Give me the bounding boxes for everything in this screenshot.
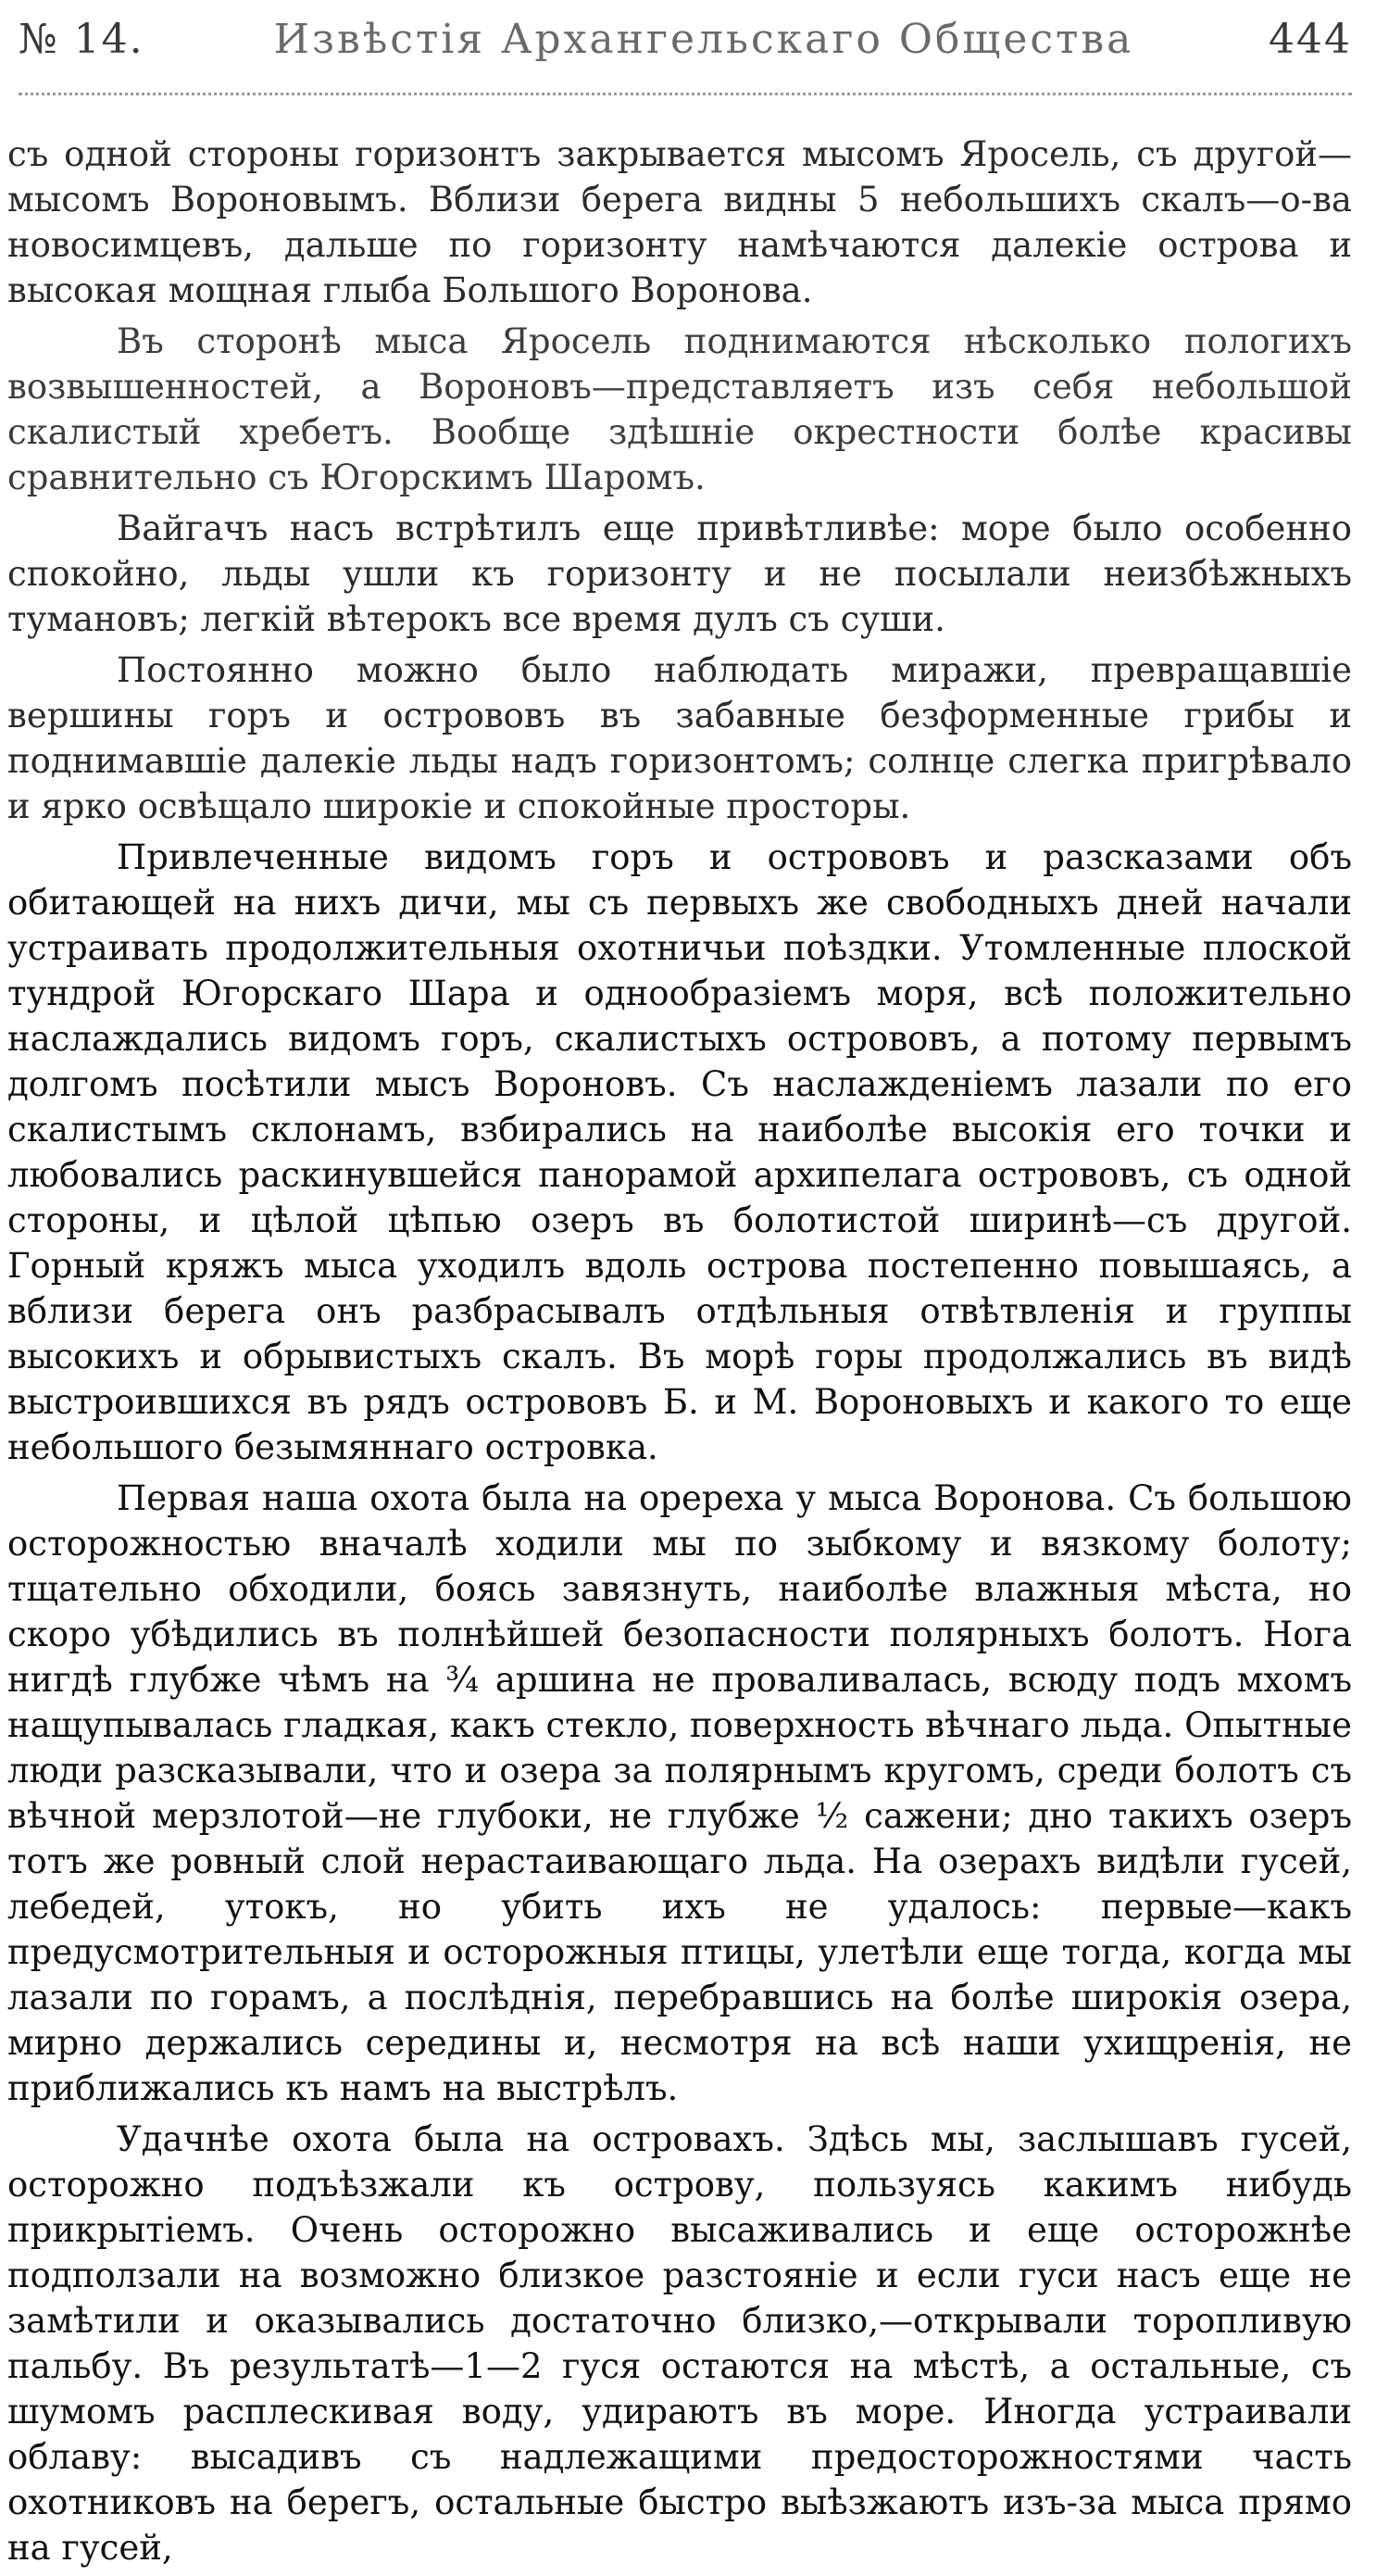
document-page	[7, 0, 1359, 2568]
paragraph: Удачнѣе охота была на островахъ. Здѣсь мы, заслышавъ гусей, осторожно подъѣзжали къ острову, пользуясь какимъ нибудь прикрытіемъ. Очень осторожно высаживались и еще осторожнѣе подползали на возможно близкое разстояніе и если гуси насъ еще не замѣтили и оказывались достаточно близко,—открывали торопливую пальбу. Въ результатѣ—1—2 гуся остаются на мѣстѣ, а остальные, съ шумомъ расплескивая воду, удираютъ въ море. Иногда устраивали облаву: высадивъ съ надлежащими предосторожностями часть охотниковъ на берегъ, остальные быстро выѣзжаютъ изъ-за мыса прямо на гусей,	[7, 2119, 1352, 2568]
paragraph: Вайгачъ насъ встрѣтилъ еще привѣтливѣе: море было особенно спокойно, льды ушли къ горизонту и не посылали неизбѣжныхъ тумановъ; легкій вѣтерокъ все время дулъ съ суши.	[7, 509, 1352, 639]
paragraph: съ одной стороны горизонтъ закрывается мысомъ Яросель, съ другой—мысомъ Вороновымъ. Вблизи берега видны 5 небольшихъ скалъ—о-ва новосимцевъ, дальше по горизонту намѣчаются далекіе острова и высокая мощная глыба Большого Воронова.	[7, 134, 1352, 310]
header-rule	[19, 93, 1352, 95]
journal-title: Извѣстія Архангельскаго Общества	[273, 15, 1134, 63]
paragraph: Постоянно можно было наблюдать миражи, превращавшіе вершины горъ и острововъ въ забавные безформенные грибы и поднимавшіе далекіе льды надъ горизонтомъ; солнце слегка пригрѣвало и ярко освѣщало широкіе и спокойные просторы.	[7, 650, 1352, 826]
running-header	[19, 6, 1352, 72]
page-number: 444	[1269, 15, 1352, 63]
paragraph: Привлеченные видомъ горъ и острововъ и разсказами объ обитающей на нихъ дичи, мы съ первыхъ же свободныхъ дней начали устраивать продолжительныя охотничьи поѣздки. Утомленные плоской тундрой Югорскаго Шара и однообразіемъ моря, всѣ положительно наслаждались видомъ горъ, скалистыхъ острововъ, а потому первымъ долгомъ посѣтили мысъ Вороновъ. Съ наслажденіемъ лазали по его скалистымъ склонамъ, взбирались на наиболѣе высокія его точки и любовались раскинувшейся панорамой архипелага острововъ, съ одной стороны, и цѣлой цѣпью озеръ въ болотистой ширинѣ—съ другой. Горный кряжъ мыса уходилъ вдоль острова постепенно повышаясь, а вблизи берега онъ разбрасывалъ отдѣльныя отвѣтвленія и группы высокихъ и обрывистыхъ скалъ. Въ морѣ горы продолжались въ видѣ выстроившихся въ рядъ острововъ Б. и М. Вороновыхъ и какого то еще небольшого безымяннаго островка.	[7, 837, 1352, 1467]
paragraph: Первая наша охота была на оререха у мыса Воронова. Съ большою осторожностью вначалѣ ходили мы по зыбкому и вязкому болоту; тщательно обходили, боясь завязнуть, наиболѣе влажныя мѣста, но скоро убѣдились въ полнѣйшей безопасности полярныхъ болотъ. Нога нигдѣ глубже чѣмъ на ¾ аршина не проваливалась, всюду подъ мхомъ нащупывалась гладкая, какъ стекло, поверхность вѣчнаго льда. Опытные люди разсказывали, что и озера за полярнымъ кругомъ, среди болотъ съ вѣчной мерзлотой—не глубоки, не глубже ½ сажени; дно такихъ озеръ тотъ же ровный слой нерастаивающаго льда. На озерахъ видѣли гусей, лебедей, утокъ, но убить ихъ не удалось: первые—какъ предусмотрительныя и осторожныя птицы, улетѣли еще тогда, когда мы лазали по горамъ, а послѣднія, перебравшись на болѣе широкія озера, мирно держались середины и, несмотря на всѣ наши ухищренія, не приближались къ намъ на выстрѣлъ.	[7, 1478, 1352, 2108]
paragraph: Въ сторонѣ мыса Яросель поднимаются нѣсколько пологихъ возвышенностей, а Вороновъ—представляетъ изъ себя небольшой скалистый хребетъ. Вообще здѣшніе окрестности болѣе красивы сравнительно съ Югорскимъ Шаромъ.	[7, 321, 1352, 497]
body-text	[7, 132, 1352, 2576]
issue-number: № 14.	[19, 15, 144, 63]
